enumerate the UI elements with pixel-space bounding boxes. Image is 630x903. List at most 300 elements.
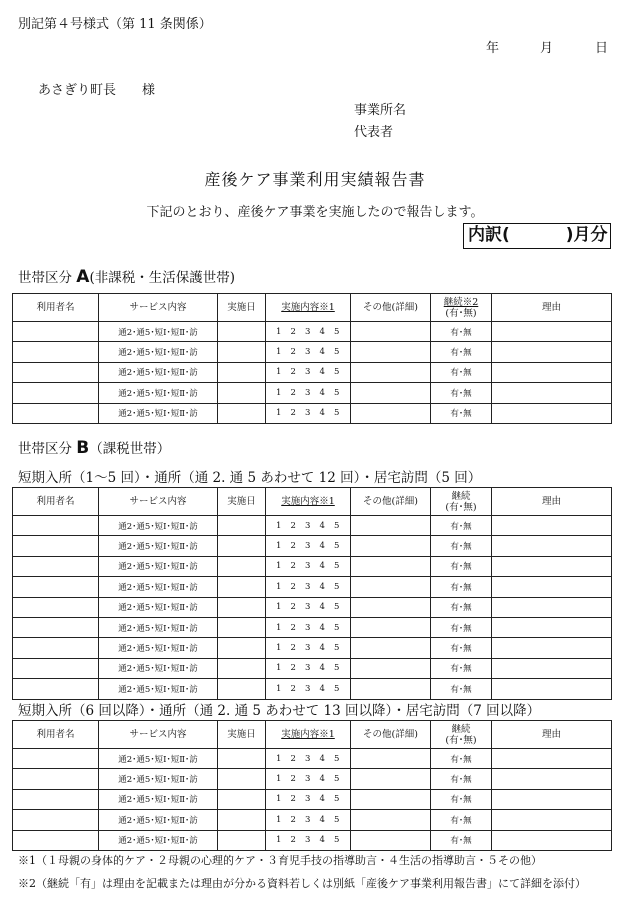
content-option-1[interactable]: 1 — [276, 408, 282, 419]
content-option-5[interactable]: 5 — [334, 835, 340, 846]
content-option-1[interactable]: 1 — [276, 326, 282, 337]
content-option-5[interactable]: 5 — [334, 774, 340, 785]
date-cell[interactable] — [218, 679, 266, 699]
content-option-2[interactable]: 2 — [290, 367, 296, 378]
table-row — [13, 749, 612, 769]
content-option-5[interactable]: 5 — [334, 561, 340, 572]
content-option-4[interactable]: 4 — [319, 602, 325, 613]
user-name-cell[interactable] — [13, 342, 99, 362]
date-cell[interactable] — [218, 362, 266, 382]
continuation-cell[interactable]: 有･無 — [431, 597, 492, 617]
content-option-2[interactable]: 2 — [290, 561, 296, 572]
content-option-1[interactable]: 1 — [276, 520, 282, 531]
breakdown-prefix: 内訳( — [468, 225, 510, 245]
reason-cell[interactable] — [492, 577, 612, 597]
date-cell[interactable] — [218, 617, 266, 637]
table-row — [13, 577, 612, 597]
reason-cell[interactable] — [492, 789, 612, 809]
header-date-text: 実施日 — [227, 302, 256, 313]
header-content-text: 実施内容※1 — [281, 302, 335, 313]
header-user-text: 利用者名 — [36, 302, 75, 313]
content-option-4[interactable]: 4 — [319, 408, 325, 419]
user-name-cell[interactable] — [13, 536, 99, 556]
content-option-2[interactable]: 2 — [290, 814, 296, 825]
section-b-letter: B — [76, 438, 90, 458]
user-name-cell[interactable] — [13, 597, 99, 617]
content-option-4[interactable]: 4 — [319, 663, 325, 674]
reason-cell[interactable] — [492, 830, 612, 850]
date-cell[interactable] — [218, 597, 266, 617]
content-option-3[interactable]: 3 — [305, 326, 311, 337]
content-option-2[interactable]: 2 — [290, 520, 296, 531]
content-option-4[interactable]: 4 — [319, 794, 325, 805]
user-name-cell[interactable] — [13, 769, 99, 789]
table-row — [13, 597, 612, 617]
date-cell[interactable] — [218, 638, 266, 658]
content-option-5[interactable]: 5 — [334, 326, 340, 337]
section-a-letter: A — [76, 267, 90, 287]
content-option-2[interactable]: 2 — [290, 326, 296, 337]
content-option-2[interactable]: 2 — [290, 835, 296, 846]
service-options-cell[interactable]: 通2･通5･短Ⅰ･短Ⅱ･訪 — [99, 830, 218, 850]
content-option-3[interactable]: 3 — [305, 581, 311, 592]
office-name-label: 事業所名 — [354, 103, 407, 118]
continuation-cell[interactable]: 有･無 — [431, 658, 492, 678]
service-options-cell[interactable]: 通2･通5･短Ⅰ･短Ⅱ･訪 — [99, 536, 218, 556]
content-options-cell[interactable] — [266, 789, 351, 809]
reason-cell[interactable] — [492, 403, 612, 423]
content-option-2[interactable]: 2 — [290, 408, 296, 419]
content-option-3[interactable]: 3 — [305, 643, 311, 654]
footnote-2: ※2（継続「有」は理由を記載または理由が分かる資料若しくは別紙「産後ケア事業利用報告書」にて詳細を添付） — [18, 877, 586, 890]
other-detail-cell[interactable] — [351, 658, 431, 678]
service-options-cell[interactable]: 通2･通5･短Ⅰ･短Ⅱ･訪 — [99, 810, 218, 830]
user-name-cell[interactable] — [13, 749, 99, 769]
continuation-cell[interactable]: 有･無 — [431, 830, 492, 850]
header-date-text: 実施日 — [227, 496, 256, 507]
content-option-5[interactable]: 5 — [334, 541, 340, 552]
service-options-cell[interactable]: 通2･通5･短Ⅰ･短Ⅱ･訪 — [99, 577, 218, 597]
section-b1-heading: 短期入所（1～5 回）・通所（通 2. 通 5 あわせて 12 回）・居宅訪問（5 回） — [18, 470, 482, 486]
continuation-cell[interactable]: 有･無 — [431, 810, 492, 830]
intro-text: 下記のとおり、産後ケア事業を実施したので報告します。 — [146, 205, 484, 220]
continuation-cell[interactable]: 有･無 — [431, 577, 492, 597]
header-user — [13, 294, 99, 322]
other-detail-cell[interactable] — [351, 638, 431, 658]
user-name-cell[interactable] — [13, 383, 99, 403]
content-option-1[interactable]: 1 — [276, 643, 282, 654]
other-detail-cell[interactable] — [351, 536, 431, 556]
reason-cell[interactable] — [492, 769, 612, 789]
date-cell[interactable] — [218, 516, 266, 536]
service-options-cell[interactable]: 通2･通5･短Ⅰ･短Ⅱ･訪 — [99, 362, 218, 382]
content-option-3[interactable]: 3 — [305, 814, 311, 825]
content-option-1[interactable]: 1 — [276, 814, 282, 825]
content-option-5[interactable]: 5 — [334, 753, 340, 764]
header-continuation-sub: (有･無) — [445, 734, 477, 746]
content-option-4[interactable]: 4 — [319, 541, 325, 552]
content-option-3[interactable]: 3 — [305, 541, 311, 552]
content-option-1[interactable]: 1 — [276, 753, 282, 764]
other-detail-cell[interactable] — [351, 679, 431, 699]
content-options-cell[interactable] — [266, 830, 351, 850]
content-options-cell[interactable] — [266, 658, 351, 678]
content-option-2[interactable]: 2 — [290, 774, 296, 785]
other-detail-cell[interactable] — [351, 810, 431, 830]
date-cell[interactable] — [218, 749, 266, 769]
content-option-3[interactable]: 3 — [305, 602, 311, 613]
content-option-4[interactable]: 4 — [319, 347, 325, 358]
header-other — [351, 294, 431, 322]
header-service — [99, 488, 218, 516]
content-option-4[interactable]: 4 — [319, 814, 325, 825]
service-options-cell[interactable]: 通2･通5･短Ⅰ･短Ⅱ･訪 — [99, 322, 218, 342]
other-detail-cell[interactable] — [351, 383, 431, 403]
content-option-2[interactable]: 2 — [290, 663, 296, 674]
service-options-cell[interactable]: 通2･通5･短Ⅰ･短Ⅱ･訪 — [99, 749, 218, 769]
table-row — [13, 679, 612, 699]
continuation-cell[interactable]: 有･無 — [431, 516, 492, 536]
user-name-cell[interactable] — [13, 810, 99, 830]
service-options-cell[interactable]: 通2･通5･短Ⅰ･短Ⅱ･訪 — [99, 516, 218, 536]
table-row — [13, 789, 612, 809]
other-detail-cell[interactable] — [351, 342, 431, 362]
footnote-1: ※1（１母親の身体的ケア・２母親の心理的ケア・３育児手技の指導助言・４生活の指導助言・５その他） — [18, 854, 542, 867]
continuation-cell[interactable]: 有･無 — [431, 403, 492, 423]
table-header-row — [13, 721, 612, 749]
header-reason-text: 理由 — [541, 729, 561, 740]
content-option-1[interactable]: 1 — [276, 602, 282, 613]
breakdown-month-box — [463, 223, 611, 249]
other-detail-cell[interactable] — [351, 403, 431, 423]
content-option-1[interactable]: 1 — [276, 663, 282, 674]
header-other — [351, 721, 431, 749]
continuation-cell[interactable]: 有･無 — [431, 789, 492, 809]
header-continuation — [431, 294, 492, 322]
content-option-2[interactable]: 2 — [290, 541, 296, 552]
service-options-cell[interactable]: 通2･通5･短Ⅰ･短Ⅱ･訪 — [99, 342, 218, 362]
service-options-cell[interactable]: 通2･通5･短Ⅰ･短Ⅱ･訪 — [99, 638, 218, 658]
content-option-5[interactable]: 5 — [334, 520, 340, 531]
header-continuation-text: 継続 — [451, 723, 471, 735]
table-row — [13, 830, 612, 850]
content-option-2[interactable]: 2 — [290, 753, 296, 764]
content-option-3[interactable]: 3 — [305, 774, 311, 785]
section-b-prefix: 世帯区分 — [18, 441, 72, 457]
content-option-5[interactable]: 5 — [334, 387, 340, 398]
continuation-cell[interactable]: 有･無 — [431, 322, 492, 342]
table-row — [13, 322, 612, 342]
content-option-1[interactable]: 1 — [276, 347, 282, 358]
user-name-cell[interactable] — [13, 617, 99, 637]
date-cell[interactable] — [218, 577, 266, 597]
continuation-cell[interactable]: 有･無 — [431, 362, 492, 382]
table-b2 — [12, 720, 612, 851]
service-options-cell[interactable]: 通2･通5･短Ⅰ･短Ⅱ･訪 — [99, 597, 218, 617]
header-continuation — [431, 721, 492, 749]
content-option-2[interactable]: 2 — [290, 347, 296, 358]
continuation-cell[interactable]: 有･無 — [431, 769, 492, 789]
date-cell[interactable] — [218, 810, 266, 830]
header-content — [266, 488, 351, 516]
content-option-5[interactable]: 5 — [334, 347, 340, 358]
content-option-1[interactable]: 1 — [276, 774, 282, 785]
header-other-text: その他(詳細) — [363, 496, 418, 507]
content-options-cell[interactable] — [266, 342, 351, 362]
content-options-cell[interactable] — [266, 749, 351, 769]
content-option-4[interactable]: 4 — [319, 581, 325, 592]
user-name-cell[interactable] — [13, 789, 99, 809]
user-name-cell[interactable] — [13, 679, 99, 699]
date-cell[interactable] — [218, 769, 266, 789]
date-cell[interactable] — [218, 536, 266, 556]
reason-cell[interactable] — [492, 516, 612, 536]
date-cell[interactable] — [218, 789, 266, 809]
content-option-3[interactable]: 3 — [305, 520, 311, 531]
user-name-cell[interactable] — [13, 403, 99, 423]
continuation-cell[interactable]: 有･無 — [431, 638, 492, 658]
section-b-suffix: （課税世帯） — [89, 441, 171, 457]
header-service-text: サービス内容 — [129, 729, 187, 740]
content-option-4[interactable]: 4 — [319, 774, 325, 785]
content-option-2[interactable]: 2 — [290, 602, 296, 613]
content-option-4[interactable]: 4 — [319, 326, 325, 337]
content-option-2[interactable]: 2 — [290, 581, 296, 592]
header-reason — [492, 294, 612, 322]
user-name-cell[interactable] — [13, 830, 99, 850]
continuation-cell[interactable]: 有･無 — [431, 749, 492, 769]
user-name-cell[interactable] — [13, 638, 99, 658]
reason-cell[interactable] — [492, 679, 612, 699]
content-option-2[interactable]: 2 — [290, 643, 296, 654]
content-option-5[interactable]: 5 — [334, 794, 340, 805]
reason-cell[interactable] — [492, 342, 612, 362]
content-options-cell[interactable] — [266, 638, 351, 658]
form-number: 別記第４号様式（第 11 条関係） — [18, 17, 212, 32]
date-cell[interactable] — [218, 830, 266, 850]
other-detail-cell[interactable] — [351, 769, 431, 789]
date-cell[interactable] — [218, 342, 266, 362]
table-header-row — [13, 294, 612, 322]
content-option-2[interactable]: 2 — [290, 387, 296, 398]
content-option-3[interactable]: 3 — [305, 794, 311, 805]
other-detail-cell[interactable] — [351, 577, 431, 597]
header-other — [351, 488, 431, 516]
service-options-cell[interactable]: 通2･通5･短Ⅰ･短Ⅱ･訪 — [99, 403, 218, 423]
service-options-cell[interactable]: 通2･通5･短Ⅰ･短Ⅱ･訪 — [99, 679, 218, 699]
content-option-5[interactable]: 5 — [334, 814, 340, 825]
table-row — [13, 617, 612, 637]
service-options-cell[interactable]: 通2･通5･短Ⅰ･短Ⅱ･訪 — [99, 789, 218, 809]
content-options-cell[interactable] — [266, 810, 351, 830]
content-options-cell[interactable] — [266, 362, 351, 382]
content-option-1[interactable]: 1 — [276, 387, 282, 398]
header-reason-text: 理由 — [541, 496, 561, 507]
reason-cell[interactable] — [492, 322, 612, 342]
continuation-cell[interactable]: 有･無 — [431, 679, 492, 699]
content-option-1[interactable]: 1 — [276, 794, 282, 805]
content-option-1[interactable]: 1 — [276, 683, 282, 694]
content-option-3[interactable]: 3 — [305, 347, 311, 358]
breakdown-suffix: )月分 — [565, 225, 608, 245]
header-service-text: サービス内容 — [129, 496, 187, 507]
continuation-cell[interactable]: 有･無 — [431, 342, 492, 362]
header-user-text: 利用者名 — [36, 729, 75, 740]
reason-cell[interactable] — [492, 536, 612, 556]
content-option-3[interactable]: 3 — [305, 367, 311, 378]
user-name-cell[interactable] — [13, 577, 99, 597]
date-year-label: 年 — [486, 41, 500, 56]
content-option-4[interactable]: 4 — [319, 753, 325, 764]
content-options-cell[interactable] — [266, 383, 351, 403]
content-option-1[interactable]: 1 — [276, 367, 282, 378]
other-detail-cell[interactable] — [351, 556, 431, 576]
content-option-3[interactable]: 3 — [305, 663, 311, 674]
content-option-3[interactable]: 3 — [305, 387, 311, 398]
table-row — [13, 342, 612, 362]
section-a-suffix: (非課税・生活保護世帯) — [89, 270, 236, 286]
reason-cell[interactable] — [492, 658, 612, 678]
content-option-5[interactable]: 5 — [334, 602, 340, 613]
header-reason-text: 理由 — [541, 302, 561, 313]
reason-cell[interactable] — [492, 749, 612, 769]
service-options-cell[interactable]: 通2･通5･短Ⅰ･短Ⅱ･訪 — [99, 769, 218, 789]
reason-cell[interactable] — [492, 597, 612, 617]
header-user — [13, 721, 99, 749]
section-a-heading — [18, 266, 235, 287]
content-option-1[interactable]: 1 — [276, 561, 282, 572]
content-options-cell[interactable] — [266, 597, 351, 617]
other-detail-cell[interactable] — [351, 362, 431, 382]
header-date — [218, 488, 266, 516]
date-cell[interactable] — [218, 383, 266, 403]
content-option-4[interactable]: 4 — [319, 622, 325, 633]
content-option-1[interactable]: 1 — [276, 835, 282, 846]
continuation-cell[interactable]: 有･無 — [431, 383, 492, 403]
content-option-5[interactable]: 5 — [334, 408, 340, 419]
content-option-4[interactable]: 4 — [319, 643, 325, 654]
content-option-3[interactable]: 3 — [305, 683, 311, 694]
user-name-cell[interactable] — [13, 556, 99, 576]
reason-cell[interactable] — [492, 362, 612, 382]
service-options-cell[interactable]: 通2･通5･短Ⅰ･短Ⅱ･訪 — [99, 617, 218, 637]
header-other-text: その他(詳細) — [363, 302, 418, 313]
other-detail-cell[interactable] — [351, 597, 431, 617]
table-b1 — [12, 487, 612, 700]
user-name-cell[interactable] — [13, 322, 99, 342]
table-a — [12, 293, 612, 424]
header-service — [99, 294, 218, 322]
content-option-3[interactable]: 3 — [305, 622, 311, 633]
content-options-cell[interactable] — [266, 536, 351, 556]
other-detail-cell[interactable] — [351, 789, 431, 809]
content-options-cell[interactable] — [266, 769, 351, 789]
addressee: あさぎり町長 様 — [38, 83, 156, 98]
reason-cell[interactable] — [492, 556, 612, 576]
date-cell[interactable] — [218, 658, 266, 678]
content-option-3[interactable]: 3 — [305, 408, 311, 419]
reason-cell[interactable] — [492, 810, 612, 830]
representative-label: 代表者 — [354, 125, 394, 140]
content-option-5[interactable]: 5 — [334, 622, 340, 633]
continuation-cell[interactable]: 有･無 — [431, 556, 492, 576]
content-option-5[interactable]: 5 — [334, 367, 340, 378]
other-detail-cell[interactable] — [351, 749, 431, 769]
content-option-5[interactable]: 5 — [334, 643, 340, 654]
section-b2-heading: 短期入所（6 回以降）・通所（通 2. 通 5 あわせて 13 回以降）・居宅訪問（7 回以降） — [18, 703, 541, 719]
header-service — [99, 721, 218, 749]
document-title: 産後ケア事業利用実績報告書 — [204, 170, 426, 189]
table-row — [13, 383, 612, 403]
user-name-cell[interactable] — [13, 362, 99, 382]
content-option-4[interactable]: 4 — [319, 387, 325, 398]
content-options-cell[interactable] — [266, 577, 351, 597]
content-option-4[interactable]: 4 — [319, 561, 325, 572]
user-name-cell[interactable] — [13, 516, 99, 536]
content-option-2[interactable]: 2 — [290, 622, 296, 633]
table-row — [13, 536, 612, 556]
reason-cell[interactable] — [492, 617, 612, 637]
table-row — [13, 638, 612, 658]
other-detail-cell[interactable] — [351, 617, 431, 637]
content-options-cell[interactable] — [266, 556, 351, 576]
table-header-row — [13, 488, 612, 516]
content-option-5[interactable]: 5 — [334, 581, 340, 592]
content-option-4[interactable]: 4 — [319, 367, 325, 378]
content-options-cell[interactable] — [266, 322, 351, 342]
other-detail-cell[interactable] — [351, 322, 431, 342]
header-content — [266, 721, 351, 749]
content-option-1[interactable]: 1 — [276, 581, 282, 592]
service-options-cell[interactable]: 通2･通5･短Ⅰ･短Ⅱ･訪 — [99, 658, 218, 678]
other-detail-cell[interactable] — [351, 830, 431, 850]
table-row — [13, 362, 612, 382]
service-options-cell[interactable]: 通2･通5･短Ⅰ･短Ⅱ･訪 — [99, 383, 218, 403]
content-option-4[interactable]: 4 — [319, 835, 325, 846]
content-option-2[interactable]: 2 — [290, 794, 296, 805]
header-continuation-sub: (有･無) — [445, 307, 477, 319]
date-cell[interactable] — [218, 322, 266, 342]
continuation-cell[interactable]: 有･無 — [431, 617, 492, 637]
content-options-cell[interactable] — [266, 516, 351, 536]
service-options-cell[interactable]: 通2･通5･短Ⅰ･短Ⅱ･訪 — [99, 556, 218, 576]
date-cell[interactable] — [218, 403, 266, 423]
header-user — [13, 488, 99, 516]
user-name-cell[interactable] — [13, 658, 99, 678]
content-options-cell[interactable] — [266, 617, 351, 637]
content-option-1[interactable]: 1 — [276, 622, 282, 633]
content-option-3[interactable]: 3 — [305, 561, 311, 572]
section-b-heading — [18, 437, 170, 458]
content-option-4[interactable]: 4 — [319, 683, 325, 694]
header-reason — [492, 721, 612, 749]
date-cell[interactable] — [218, 556, 266, 576]
continuation-cell[interactable]: 有･無 — [431, 536, 492, 556]
date-day-label: 日 — [595, 41, 609, 56]
reason-cell[interactable] — [492, 383, 612, 403]
other-detail-cell[interactable] — [351, 516, 431, 536]
content-option-5[interactable]: 5 — [334, 683, 340, 694]
content-option-2[interactable]: 2 — [290, 683, 296, 694]
content-option-3[interactable]: 3 — [305, 835, 311, 846]
reason-cell[interactable] — [492, 638, 612, 658]
content-option-4[interactable]: 4 — [319, 520, 325, 531]
content-options-cell[interactable] — [266, 679, 351, 699]
content-option-5[interactable]: 5 — [334, 663, 340, 674]
content-options-cell[interactable] — [266, 403, 351, 423]
content-option-1[interactable]: 1 — [276, 541, 282, 552]
content-option-3[interactable]: 3 — [305, 753, 311, 764]
